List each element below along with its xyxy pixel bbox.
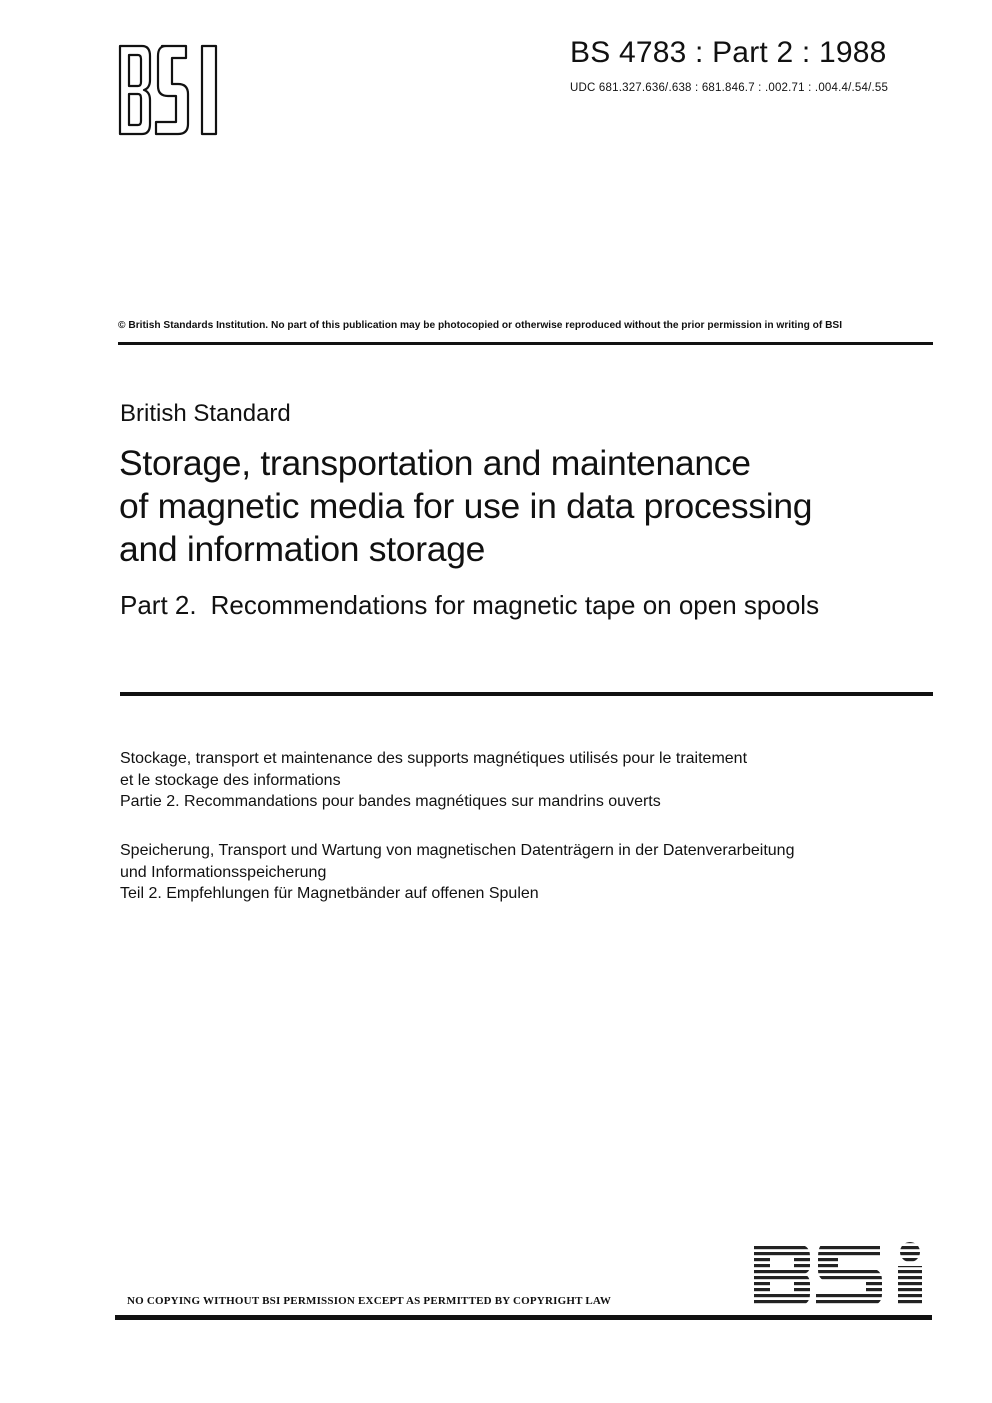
french-line: Partie 2. Recommandations pour bandes magnétiques sur mandrins ouverts bbox=[120, 793, 661, 810]
german-line: Teil 2. Empfehlungen für Magnetbänder auf offenen Spulen bbox=[120, 885, 539, 902]
top-divider bbox=[118, 342, 933, 345]
bottom-divider bbox=[115, 1315, 932, 1320]
french-line: et le stockage des informations bbox=[120, 771, 341, 789]
french-line: Stockage, transport et maintenance des supports magnétiques utilisés pour le traitement bbox=[120, 750, 748, 767]
bsi-logo-top bbox=[116, 44, 226, 136]
part-title bbox=[120, 590, 819, 621]
standard-number: BS 4783 : Part 2 : 1988 bbox=[570, 36, 887, 69]
copyright-notice: © British Standards Institution. No part of this publication may be photocopied or otherwise reproduced without the prior permission in writing of BSI bbox=[118, 320, 843, 331]
bsi-logo-bottom bbox=[752, 1240, 932, 1308]
title-line: of magnetic media for use in data processing bbox=[119, 486, 813, 526]
german-line: Speicherung, Transport und Wartung von magnetischen Datenträgern in der Datenverarbeitung bbox=[120, 842, 795, 859]
german-translation bbox=[120, 840, 794, 905]
udc-classification: UDC 681.327.636/.638 : 681.846.7 : .002.71 : .004.4/.54/.55 bbox=[570, 82, 889, 94]
middle-divider bbox=[120, 692, 933, 696]
title-line: Storage, transportation and maintenance bbox=[119, 443, 751, 483]
part-label: Part 2. bbox=[120, 590, 197, 620]
document-type-label: British Standard bbox=[120, 400, 291, 427]
title-line: and information storage bbox=[119, 529, 486, 569]
part-name: Recommendations for magnetic tape on open spools bbox=[210, 590, 820, 620]
french-translation bbox=[120, 748, 747, 813]
german-line: und Informationsspeicherung bbox=[120, 863, 327, 881]
copying-notice: NO COPYING WITHOUT BSI PERMISSION EXCEPT AS PERMITTED BY COPYRIGHT LAW bbox=[127, 1295, 612, 1307]
document-title bbox=[119, 442, 812, 571]
